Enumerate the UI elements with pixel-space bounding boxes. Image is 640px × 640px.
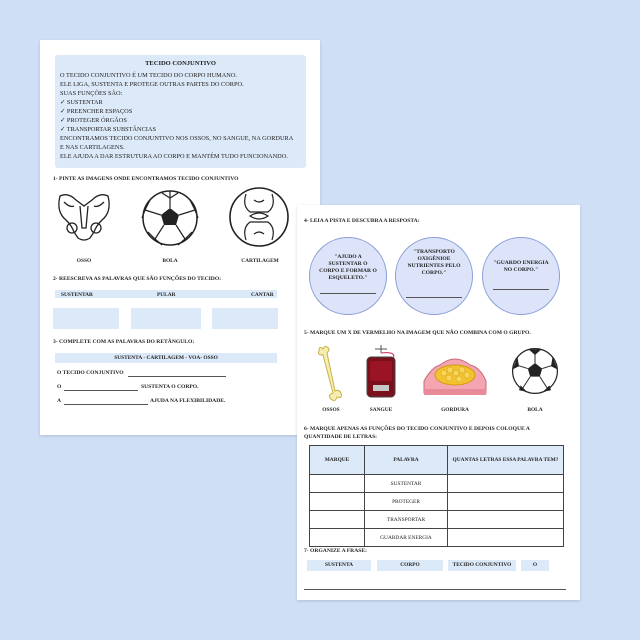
clue-text: "AJUDO A SUSTENTAR O CORPO E FORMAR O ESQUELETO." (319, 254, 377, 281)
caption-cartilagem: CARTILAGEM (241, 258, 279, 264)
intro-line: ✓ PROTEGER ÓRGÃOS (60, 117, 127, 124)
header-palavra: PALAVRA (365, 446, 448, 475)
mark-cell[interactable] (310, 493, 365, 511)
fill-line-1-text: O TECIDO CONJUNTIVO (57, 370, 124, 376)
answer-box[interactable] (53, 308, 119, 329)
blank-line[interactable] (128, 376, 226, 377)
functions-table (309, 445, 564, 547)
word-cell: GUARDAR ENERGIA (365, 529, 448, 547)
cartilage-icon[interactable] (228, 186, 290, 248)
fill-line-3-prefix: A (57, 398, 62, 404)
question-6-line-2: QUANTIDADE DE LETRAS: (304, 434, 378, 440)
pelvis-icon[interactable] (52, 188, 116, 244)
question-1: 1- PINTE AS IMAGENS ONDE ENCONTRAMOS TECIDO CONJUNTIVO (53, 176, 239, 182)
word-card-text: CORPO (400, 562, 420, 568)
fill-line-3-text: AJUDA NA FLEXIBILIDADE. (150, 398, 226, 404)
word-pular: PULAR (157, 292, 176, 298)
table-row (310, 511, 564, 529)
intro-line: ✓ TRANSPORTAR SUBSTÂNCIAS (60, 126, 156, 133)
word-rectangle-text: SUSTENTA - CARTILAGEM - VOA- OSSO (114, 355, 218, 361)
intro-line: ✓ SUSTENTAR (60, 99, 103, 106)
fat-tissue-icon[interactable] (422, 353, 488, 399)
answer-box[interactable] (212, 308, 278, 329)
caption-bola: BOLA (162, 258, 178, 264)
intro-line: SUAS FUNÇÕES SÃO: (60, 90, 123, 97)
function-words-bar (55, 290, 277, 298)
count-cell[interactable] (448, 511, 564, 529)
table-row (310, 493, 564, 511)
answer-line[interactable] (304, 589, 566, 590)
clue-text: "GUARDO ENERGIA NO CORPO." (493, 260, 549, 273)
clue-circle (395, 237, 473, 315)
mark-cell[interactable] (310, 511, 365, 529)
clue-text: "TRANSPORTO OXIGÊNIOE NUTRIENTES PELO CORPO." (407, 249, 461, 276)
mark-cell[interactable] (310, 475, 365, 493)
fill-line-2-prefix: O (57, 384, 62, 390)
intro-line: ELE LIGA, SUSTENTA E PROTEGE OUTRAS PARTES DO CORPO. (60, 81, 244, 88)
answer-line[interactable] (493, 289, 549, 290)
caption-sangue: SANGUE (369, 407, 393, 413)
soccer-ball-icon[interactable] (511, 347, 559, 395)
answer-line[interactable] (320, 293, 376, 294)
question-6-line-1: 6- MARQUE APENAS AS FUNÇÕES DO TECIDO CONJUNTIVO E DEPOIS COLOQUE A (304, 426, 530, 432)
question-2: 2- REESCREVA AS PALAVRAS QUE SÃO FUNÇÕES DO TECIDO: (53, 276, 222, 282)
soccer-ball-icon[interactable] (140, 188, 200, 248)
blank-line[interactable] (64, 390, 138, 391)
intro-line: ELE AJUDA A DAR ESTRUTURA AO CORPO E MANTÉM TUDO FUNCIONANDO. (60, 153, 288, 160)
intro-title: TECIDO CONJUNTIVO (145, 60, 216, 67)
worksheet-page-1 (40, 40, 320, 435)
word-card-text: O (532, 562, 538, 568)
word-cell: SUSTENTAR (365, 475, 448, 493)
count-cell[interactable] (448, 475, 564, 493)
intro-line: O TECIDO CONJUNTIVO É UM TECIDO DO CORPO HUMANO. (60, 72, 237, 79)
word-card-text: SUSTENTA (324, 562, 354, 568)
intro-line: ✓ PREENCHER ESPAÇOS (60, 108, 133, 115)
word-rectangle (55, 353, 277, 363)
word-cantar: CANTAR (251, 292, 274, 298)
mark-cell[interactable] (310, 529, 365, 547)
fill-line-2-text: SUSTENTA O CORPO. (141, 384, 199, 390)
table-header-row (310, 446, 564, 475)
word-cell: TRANSPORTAR (365, 511, 448, 529)
caption-osso: OSSO (76, 258, 92, 264)
blank-line[interactable] (64, 404, 148, 405)
bone-icon[interactable] (315, 345, 345, 403)
count-cell[interactable] (448, 529, 564, 547)
word-cell: PROTEGER (365, 493, 448, 511)
question-5: 5- MARQUE UM X DE VERMELHO NA IMAGEM QUE NÃO COMBINA COM O GRUPO. (304, 330, 531, 336)
table-row (310, 529, 564, 547)
blood-bag-icon[interactable] (361, 345, 401, 403)
table-row (310, 475, 564, 493)
question-4: 4- LEIA A PISTA E DESCUBRA A RESPOSTA: (304, 218, 420, 224)
word-card-text: TECIDO CONJUNTIVO (452, 562, 512, 568)
word-card[interactable] (377, 560, 443, 571)
word-card[interactable] (448, 560, 516, 571)
count-cell[interactable] (448, 493, 564, 511)
word-card[interactable] (521, 560, 549, 571)
header-marque: MARQUE (310, 446, 365, 475)
clue-circle (482, 237, 560, 315)
intro-line: E NAS CARTILAGENS. (60, 144, 125, 151)
intro-line: ENCONTRAMOS TECIDO CONJUNTIVO NOS OSSOS, NO SANGUE, NA GORDURA (60, 135, 294, 142)
worksheet-page-2 (297, 205, 580, 600)
header-letter-count: QUANTAS LETRAS ESSA PALAVRA TEM? (448, 446, 564, 475)
word-sustentar: SUSTENTAR (61, 292, 93, 298)
caption-gordura: GORDURA (441, 407, 469, 413)
question-7: 7- ORGANIZE A FRASE: (304, 548, 367, 554)
answer-line[interactable] (406, 297, 462, 298)
intro-box (55, 55, 306, 168)
clue-circle (309, 237, 387, 315)
caption-bola: BOLA (527, 407, 543, 413)
answer-box[interactable] (131, 308, 201, 329)
question-3: 3- COMPLETE COM AS PALAVRAS DO RETÂNGULO: (53, 339, 195, 345)
caption-ossos: OSSOS (322, 407, 340, 413)
word-card[interactable] (307, 560, 371, 571)
